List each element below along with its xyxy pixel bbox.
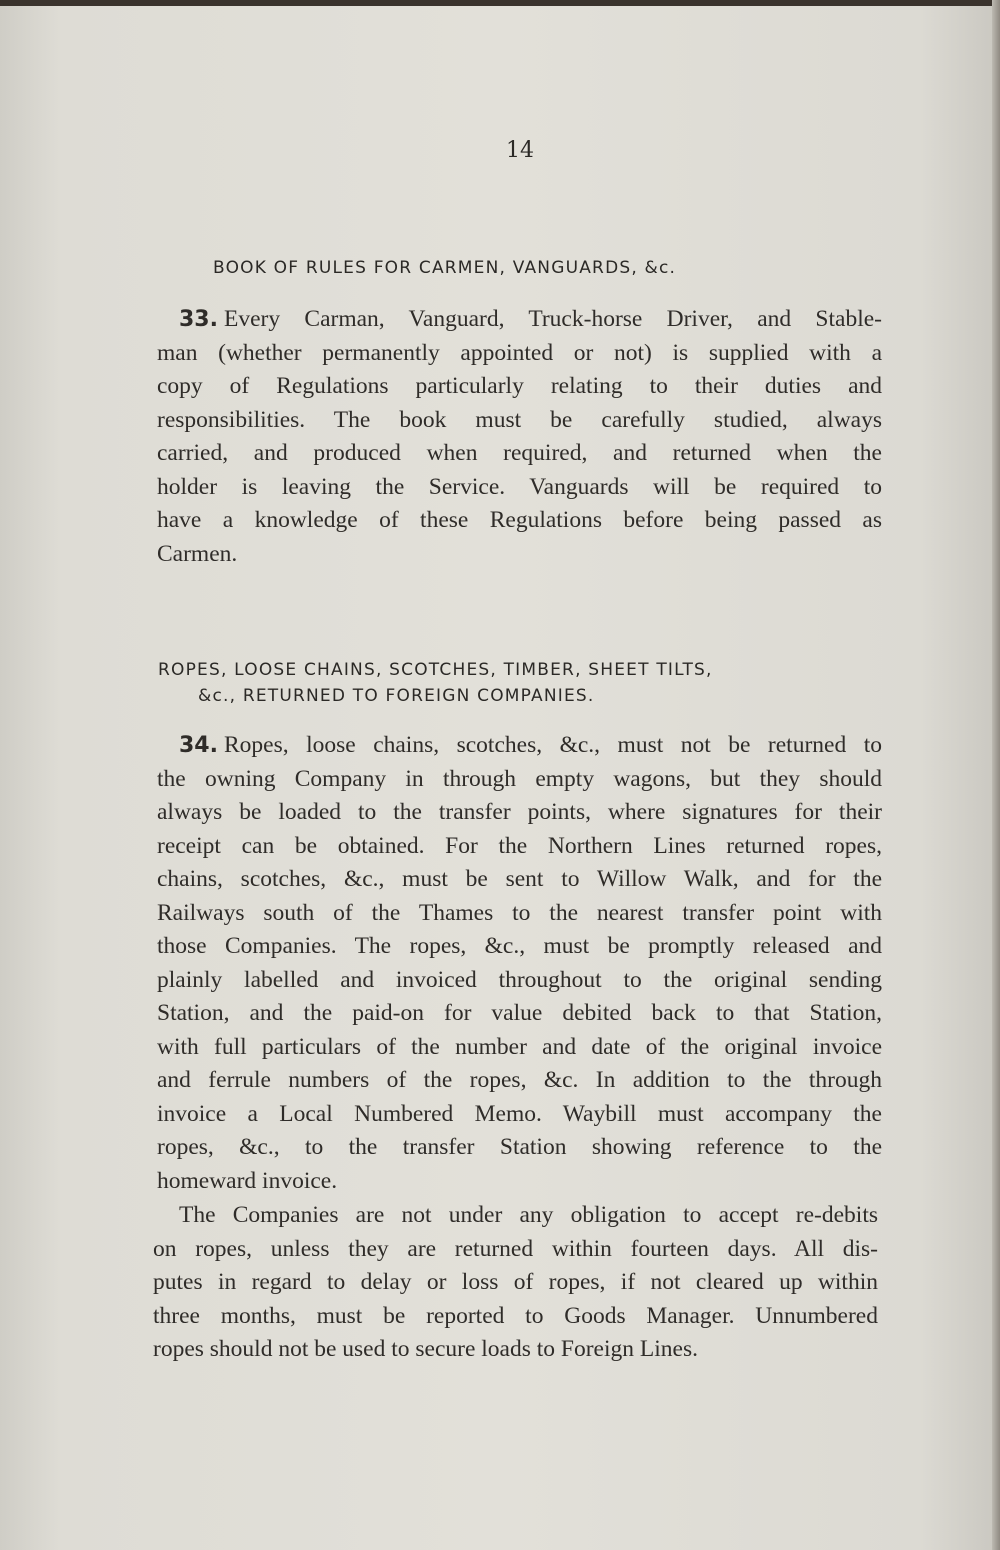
rule-33-line: Carmen. [157, 540, 238, 567]
rule-34-line: and ferrule numbers of the ropes, &c. In addition to the through [157, 1067, 882, 1093]
rule-34-line: receipt can be obtained. For the Northern Lines returned ropes, [157, 832, 882, 859]
rule-34-paragraph [157, 729, 882, 1198]
rule-34-line-text: Ropes, loose chains, scotches, &c., must not be returned to [223, 732, 882, 758]
rule-34-line: chains, scotches, &c., must be sent to Willow Walk, and for the [157, 866, 882, 892]
rule-34-p2-line: ropes should not be used to secure loads to Foreign Lines. [153, 1336, 698, 1362]
rule-34-line: the owning Company in through empty wagons, but they should [157, 765, 882, 792]
rule-34-line: always be loaded to the transfer points, where signatures for their [157, 799, 882, 825]
rule-34-p2-line [153, 1199, 878, 1233]
rule-34-number: 34. [179, 733, 218, 758]
rule-33-line: man (whether permanently appointed or not) is supplied with a [157, 339, 882, 366]
rule-33-line: have a knowledge of these Regulations before being passed as [157, 507, 882, 533]
rule-33-line: responsibilities. The book must be carefully studied, always [157, 406, 882, 433]
rule-33-paragraph [157, 303, 882, 571]
rule-34-line: Station, and the paid-on for value debited back to that Station, [157, 1000, 882, 1026]
rule-34-line: those Companies. The ropes, &c., must be promptly released and [157, 933, 882, 959]
rule-34-p2-line: three months, must be reported to Goods Manager. Unnumbered [153, 1302, 878, 1329]
rule-34-line: homeward invoice. [157, 1167, 338, 1194]
rule-34-line [157, 729, 882, 763]
rule-33-line: copy of Regulations particularly relating to their duties and [157, 373, 882, 399]
rule-34-line: Railways south of the Thames to the nearest transfer point with [157, 899, 882, 926]
page-top-edge [0, 0, 1000, 6]
section-heading-book-of-rules: BOOK OF RULES FOR CARMEN, VANGUARDS, &c. [213, 258, 677, 278]
rule-33-number: 33. [179, 307, 218, 332]
rule-34-line: plainly labelled and invoiced throughout to the original sending [157, 966, 882, 993]
rule-34-line: ropes, &c., to the transfer Station showing reference to the [157, 1134, 882, 1160]
page-binding-edge [992, 0, 1000, 1550]
section-heading-ropes-line-1: ROPES, LOOSE CHAINS, SCOTCHES, TIMBER, SHEET TILTS, [158, 660, 713, 680]
rule-33-line: carried, and produced when required, and returned when the [157, 440, 882, 466]
rule-34-second-paragraph [153, 1199, 878, 1367]
page-number: 14 [506, 138, 534, 163]
rule-34-line: invoice a Local Numbered Memo. Waybill must accompany the [157, 1100, 882, 1127]
rule-34-p2-line: putes in regard to delay or loss of ropes, if not cleared up within [153, 1269, 878, 1295]
rule-34-p2-line: on ropes, unless they are returned within fourteen days. All dis- [153, 1235, 878, 1262]
rule-33-line [157, 303, 882, 337]
section-heading-ropes-line-2: &c., RETURNED TO FOREIGN COMPANIES. [198, 686, 595, 706]
rule-33-line: holder is leaving the Service. Vanguards will be required to [157, 473, 882, 500]
rule-34-p2-line-text: The Companies are not under any obligation to accept re-debits [179, 1202, 878, 1228]
rule-34-line: with full particulars of the number and date of the original invoice [157, 1033, 882, 1060]
rule-33-line-text: Every Carman, Vanguard, Truck-horse Driver, and Stable- [223, 306, 882, 332]
